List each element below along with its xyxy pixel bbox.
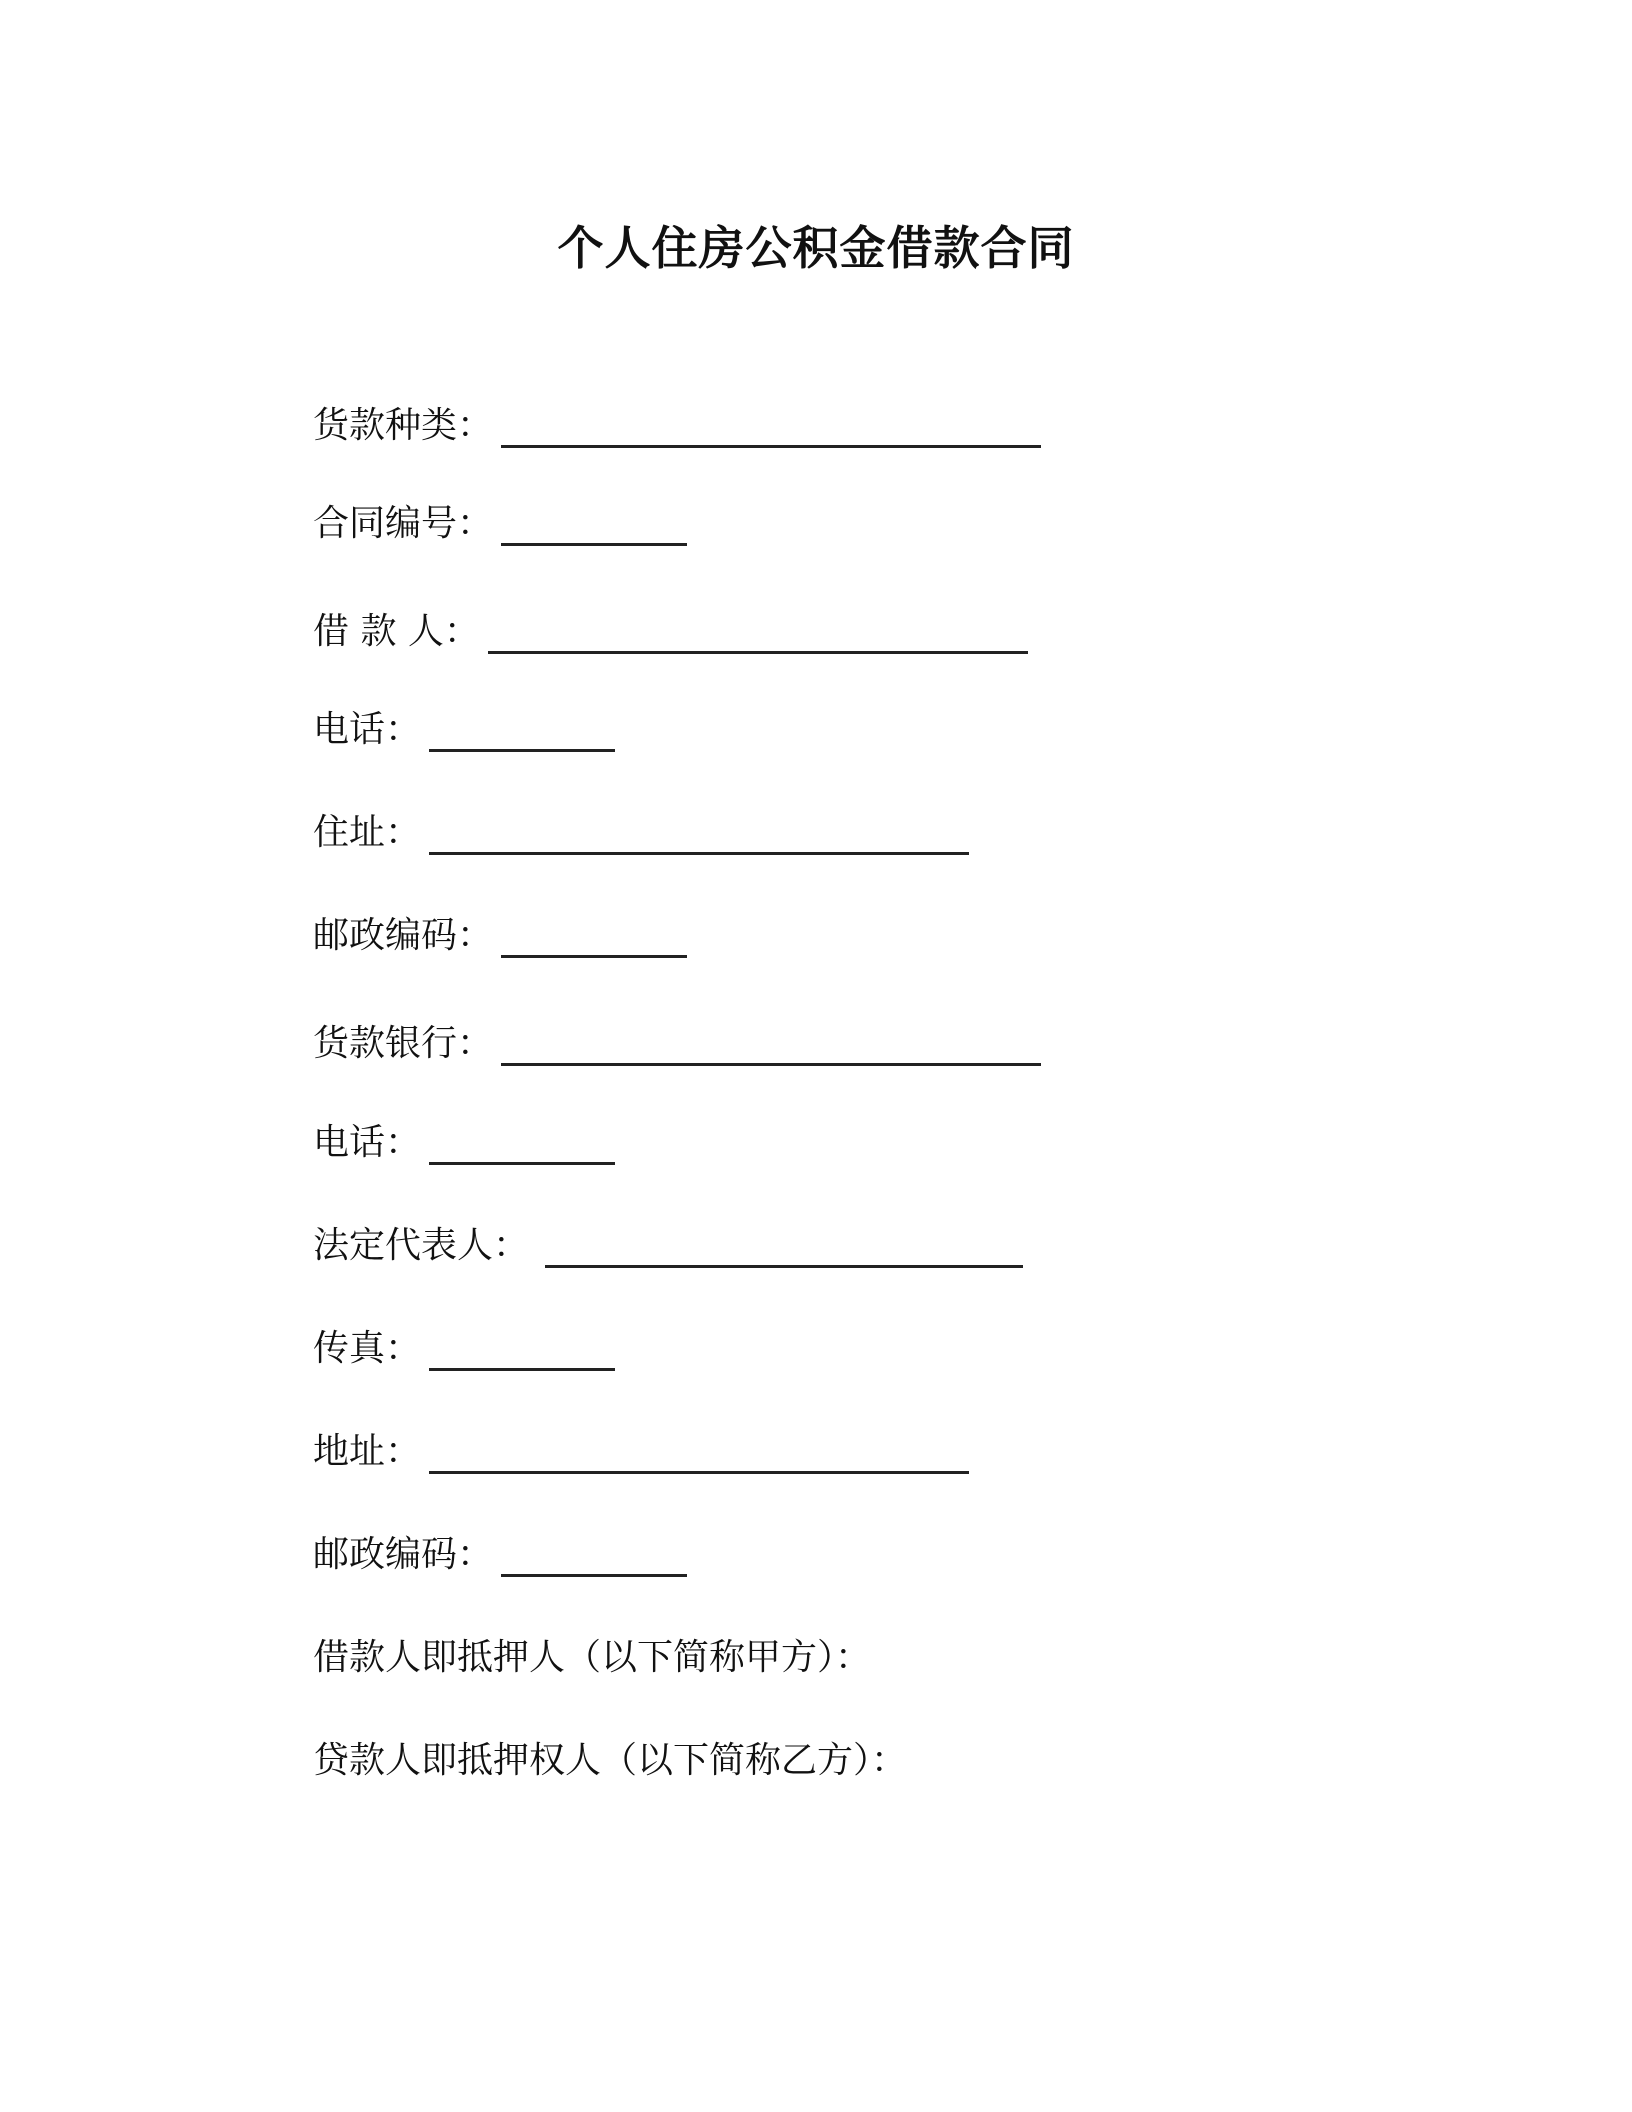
lender-phone-blank[interactable] [429, 1122, 615, 1165]
borrower-postcode-label: 邮政编码： [313, 915, 494, 956]
borrower-blank[interactable] [488, 611, 1028, 654]
lender-bank-blank[interactable] [501, 1023, 1041, 1066]
fax-field [313, 1325, 615, 1373]
borrower-address-blank[interactable] [429, 812, 969, 855]
lender-bank-label: 货款银行： [313, 1023, 494, 1064]
borrower-phone-label: 电话： [313, 709, 422, 750]
legal-representative-blank[interactable] [545, 1225, 1023, 1268]
fax-blank[interactable] [429, 1328, 615, 1371]
borrower-postcode-field [313, 912, 687, 960]
borrower-phone-blank[interactable] [429, 709, 615, 752]
borrower-label: 借 款 人： [313, 611, 480, 652]
loan-type-blank[interactable] [501, 405, 1041, 448]
lender-bank-field [313, 1020, 1041, 1068]
document-title: 个人住房公积金借款合同 [557, 221, 1075, 275]
borrower-postcode-blank[interactable] [501, 915, 687, 958]
party-b-statement: 贷款人即抵押权人（以下简称乙方）： [313, 1740, 908, 1781]
lender-phone-label: 电话： [313, 1122, 422, 1163]
legal-representative-label: 法定代表人： [313, 1225, 530, 1266]
lender-postcode-field [313, 1531, 687, 1579]
party-a-statement: 借款人即抵押人（以下简称甲方）： [313, 1637, 872, 1678]
contract-number-blank[interactable] [501, 503, 687, 546]
borrower-phone-field [313, 706, 615, 754]
lender-address-label: 地址： [313, 1431, 422, 1472]
lender-postcode-blank[interactable] [501, 1534, 687, 1577]
lender-phone-field [313, 1119, 615, 1167]
borrower-field [313, 608, 1028, 656]
contract-number-field [313, 500, 687, 548]
borrower-address-label: 住址： [313, 812, 422, 853]
fax-label: 传真： [313, 1328, 422, 1369]
lender-address-field [313, 1428, 969, 1476]
loan-type-field [313, 402, 1041, 450]
contract-number-label: 合同编号： [313, 503, 494, 544]
borrower-address-field [313, 809, 969, 857]
lender-address-blank[interactable] [429, 1431, 969, 1474]
lender-postcode-label: 邮政编码： [313, 1534, 494, 1575]
legal-representative-field [313, 1222, 1023, 1270]
loan-type-label: 货款种类： [313, 405, 494, 446]
